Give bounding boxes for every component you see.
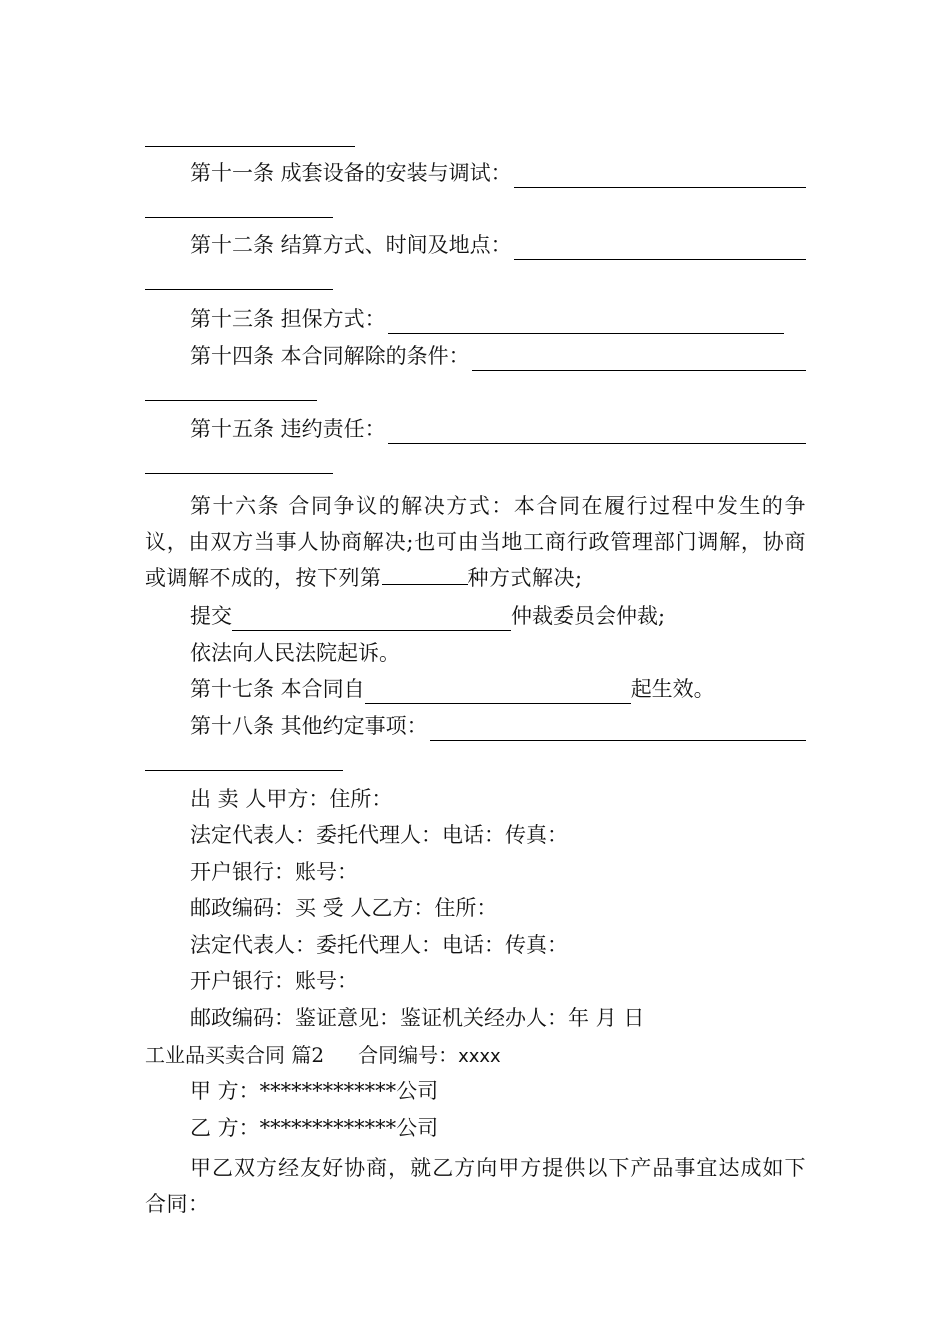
article-12-text: 第十二条 结算方式、时间及地点： [190, 233, 512, 257]
fill-blank [388, 311, 784, 334]
article-18 [190, 711, 806, 741]
article-16-tail: 种方式解决; [467, 566, 583, 590]
contract-number-label: 合同编号： [358, 1043, 459, 1067]
article-17-suffix: 起生效。 [630, 677, 715, 701]
article-15-text: 第十五条 违约责任： [190, 417, 386, 441]
blank-line [145, 770, 343, 771]
article-16-text: 第十六条 合同争议的解决方式：本合同在履行过程中发生的争议，由双方当事人协商解决;也可由当地工商行政管理部门调解，协商或调解不成的，按下列第 [145, 494, 806, 590]
postal-buyer-line: 邮政编码：买 受 人乙方：住所： [190, 896, 498, 920]
fill-blank [514, 237, 806, 260]
fill-blank [430, 718, 806, 741]
lawsuit-option: 依法向人民法院起诉。 [190, 641, 400, 665]
seller-line: 出 卖 人甲方：住所： [190, 787, 393, 811]
representative-line: 法定代表人：委托代理人：电话：传真： [190, 933, 568, 957]
blank-line [145, 146, 355, 147]
contract-2-header [145, 1040, 806, 1072]
article-13 [190, 304, 784, 334]
bank-line: 开户银行：账号： [190, 969, 358, 993]
arbitration-prefix: 提交 [190, 604, 232, 628]
representative-line: 法定代表人：委托代理人：电话：传真： [190, 823, 568, 847]
contract-number-value: xxxx [458, 1046, 501, 1067]
fill-blank [382, 564, 468, 585]
article-17-prefix: 第十七条 本合同自 [190, 677, 365, 701]
arbitration-option [190, 601, 806, 631]
article-18-text: 第十八条 其他约定事项： [190, 714, 428, 738]
fill-blank [388, 421, 806, 444]
blank-line [145, 217, 333, 218]
article-12 [190, 230, 806, 260]
blank-line [145, 289, 333, 290]
intro-paragraph: 甲乙双方经友好协商，就乙方向甲方提供以下产品事宜达成如下合同： [145, 1156, 806, 1216]
contract-2-title: 工业品买卖合同 篇2 [145, 1043, 325, 1067]
blank-line [145, 400, 317, 401]
article-11-text: 第十一条 成套设备的安装与调试： [190, 161, 512, 185]
article-14 [190, 341, 806, 371]
fill-blank [232, 608, 511, 631]
article-14-text: 第十四条 本合同解除的条件： [190, 344, 470, 368]
fill-blank [472, 348, 806, 371]
arbitration-suffix: 仲裁委员会仲裁; [511, 604, 666, 628]
blank-line [145, 473, 333, 474]
article-16 [145, 488, 806, 596]
fill-blank [514, 165, 806, 188]
fill-blank [365, 681, 631, 704]
party-a-line: 甲 方：*************公司 [190, 1079, 439, 1103]
bank-line: 开户银行：账号： [190, 860, 358, 884]
article-17 [190, 674, 806, 704]
party-b-line: 乙 方：*************公司 [190, 1116, 439, 1140]
article-11 [190, 158, 806, 188]
article-15 [190, 414, 806, 444]
article-13-text: 第十三条 担保方式： [190, 307, 386, 331]
notary-line: 邮政编码：鉴证意见：鉴证机关经办人：年 月 日 [190, 1006, 645, 1030]
